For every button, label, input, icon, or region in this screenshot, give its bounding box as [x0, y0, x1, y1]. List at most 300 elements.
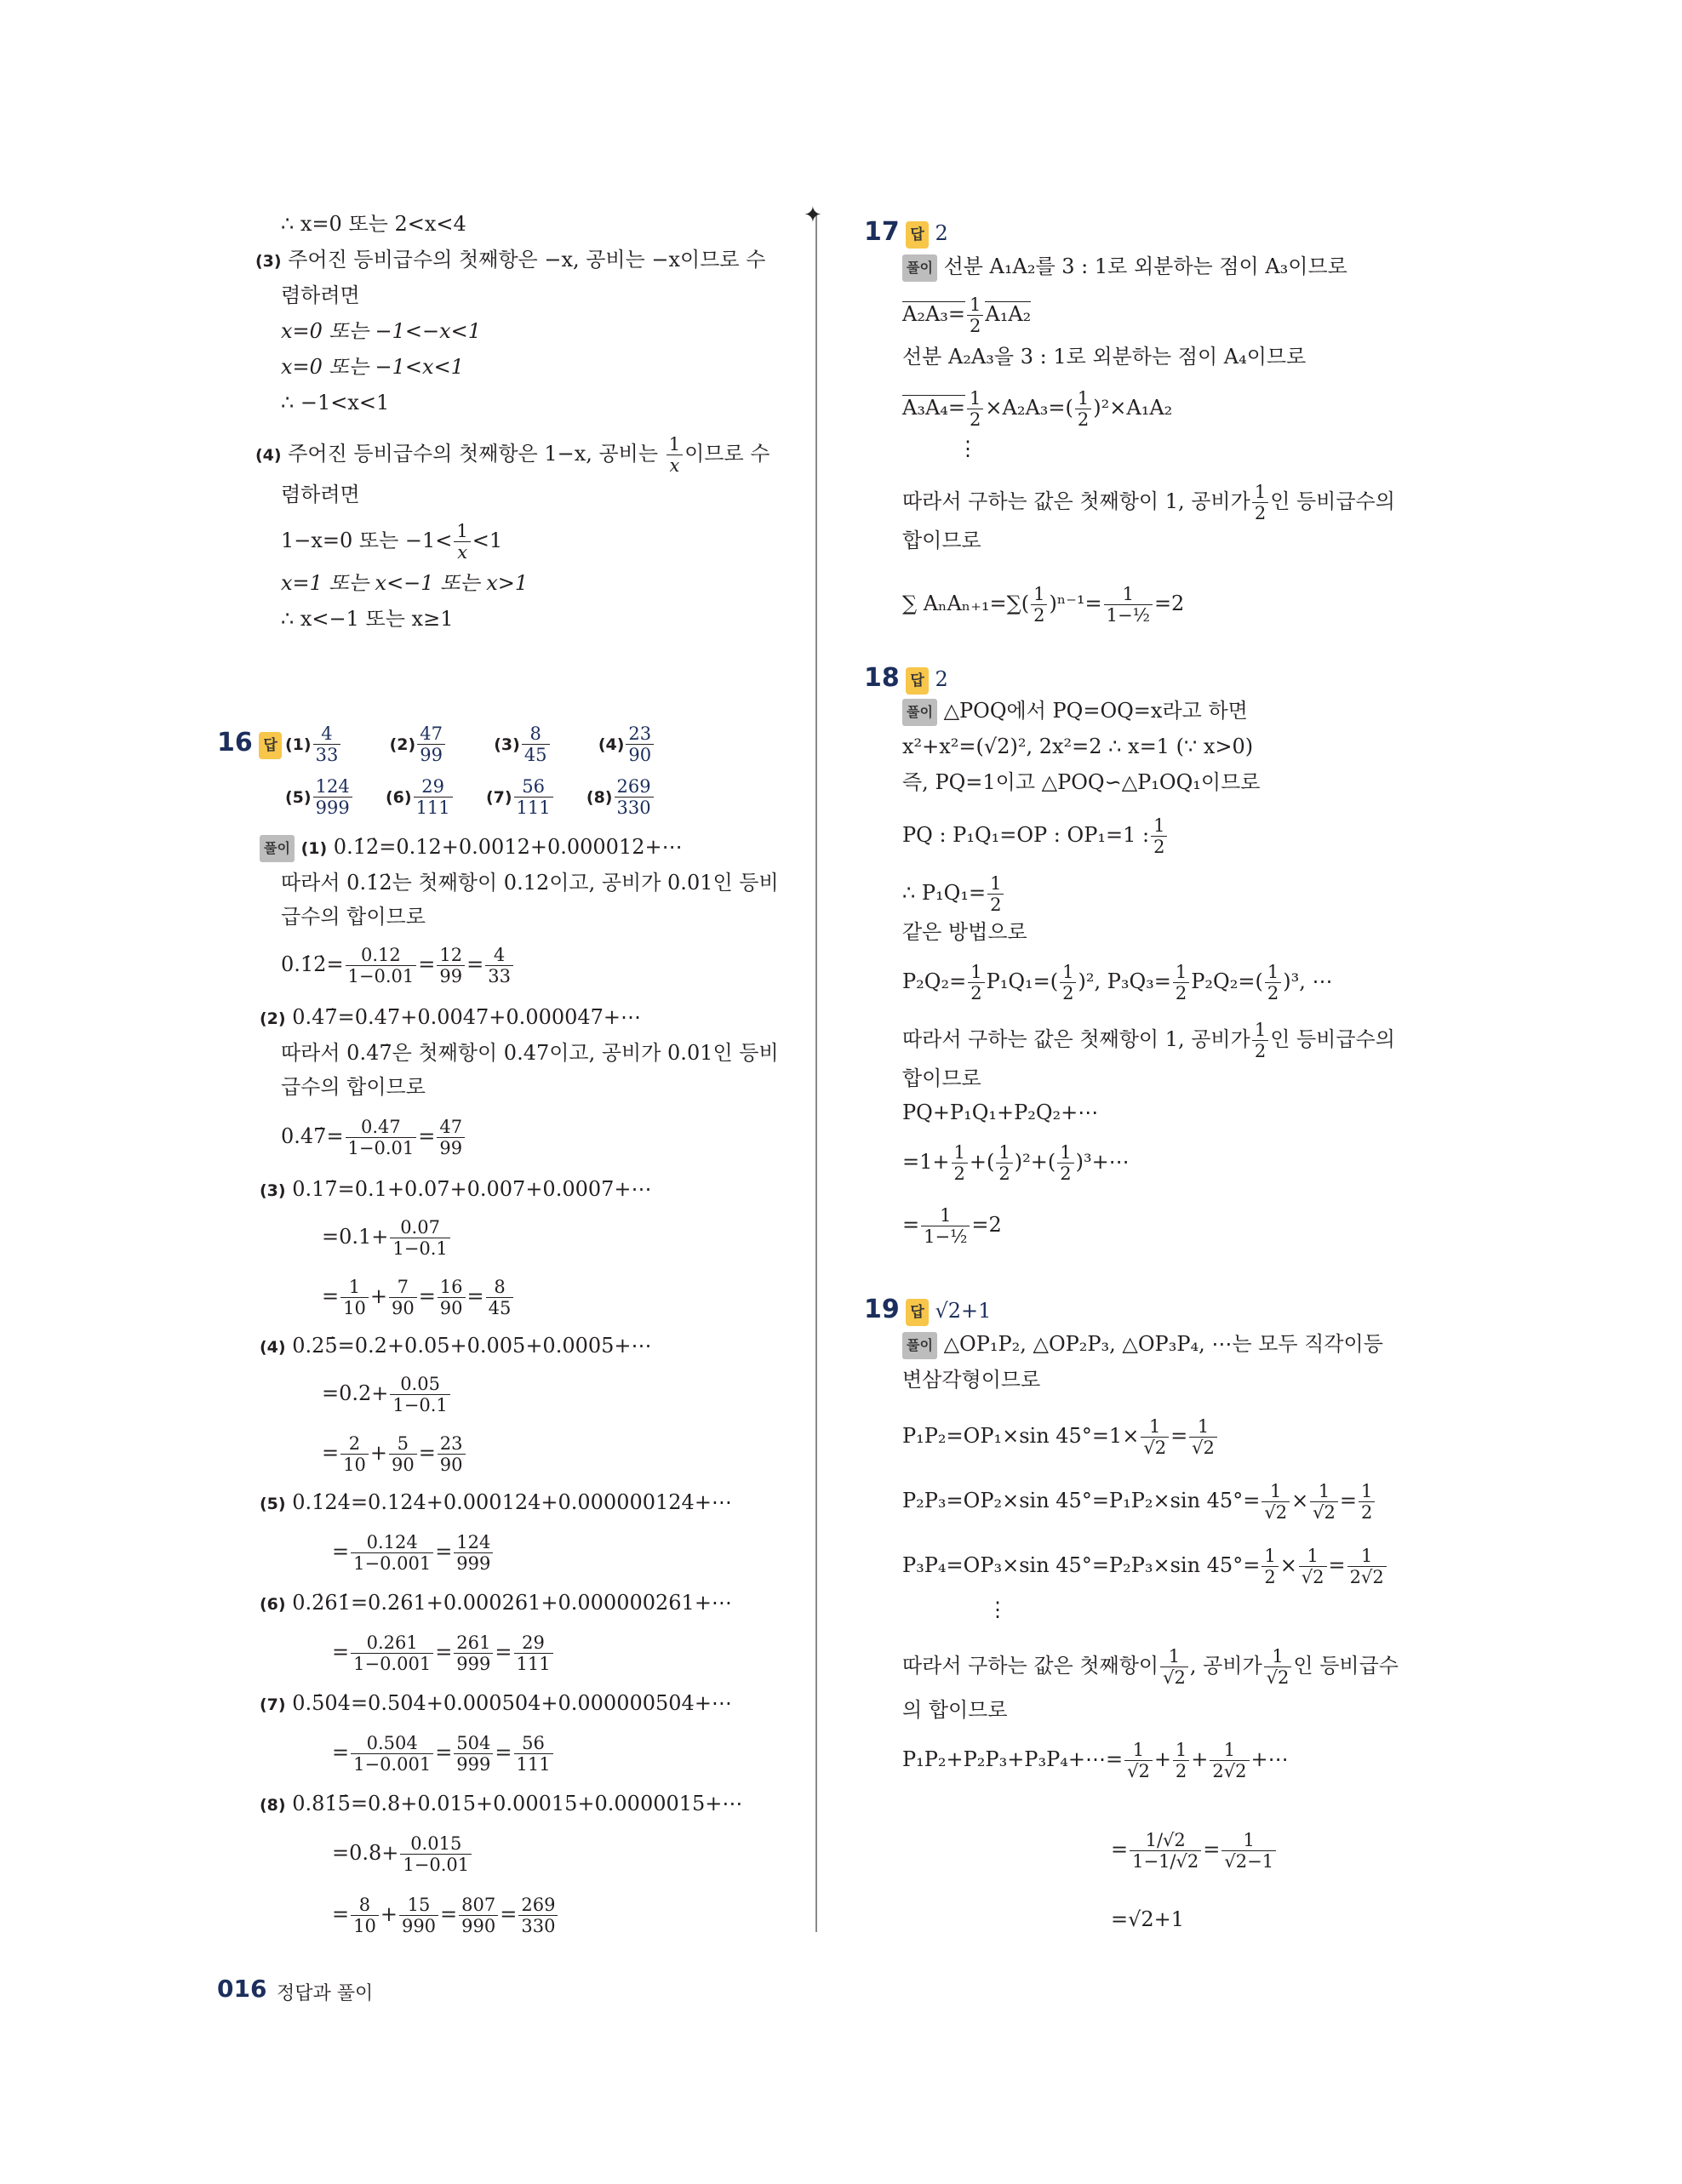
- fraction: [921, 1205, 970, 1247]
- math-line: [322, 1374, 452, 1415]
- den: 45: [488, 1298, 512, 1318]
- math-line: [281, 521, 502, 563]
- den: √2: [1266, 1667, 1290, 1688]
- answer-label: (1): [285, 735, 312, 754]
- answers-row-2: [285, 776, 655, 818]
- text: 0.1̇2̇=0.12+0.0012+0.000012+⋯: [333, 835, 683, 859]
- den: √2: [1192, 1438, 1215, 1458]
- den: 111: [516, 798, 551, 818]
- math-line: = $\frac{2}{10}$ + $\frac{5}{90}$ = $\frac{23}{90}$: [322, 1433, 467, 1475]
- num: 47: [437, 1117, 465, 1138]
- math-line: [902, 1142, 1130, 1184]
- num: 4: [313, 723, 341, 745]
- text: <1: [472, 529, 503, 552]
- den: 1−0.01: [347, 1138, 415, 1158]
- text: )²+(: [1014, 1150, 1056, 1174]
- text-line: 선분 A₂A₃을 3 : 1로 외분하는 점이 A₄이므로: [902, 345, 1307, 369]
- den: 990: [461, 1916, 496, 1936]
- fraction: [1124, 1740, 1153, 1781]
- part-label: (8): [260, 1796, 286, 1815]
- den: 1−0.001: [353, 1553, 432, 1574]
- den: 2: [953, 1163, 965, 1184]
- den: 2: [990, 895, 1002, 915]
- num: 29: [514, 1632, 553, 1654]
- den: 90: [391, 1298, 415, 1318]
- den: 2: [1175, 983, 1187, 1003]
- den: 330: [616, 798, 651, 818]
- fraction: [1265, 962, 1281, 1003]
- text: 1−x=0 또는 −1<: [281, 529, 453, 552]
- math-line: [902, 1416, 1219, 1458]
- fraction: [1299, 1546, 1327, 1587]
- den: 2: [1077, 409, 1090, 430]
- problem-3-line: [255, 247, 765, 274]
- num: 1: [1210, 1740, 1249, 1761]
- solution-2-line: [260, 1004, 641, 1032]
- text: △POQ에서 PQ=OQ=x라고 하면: [943, 699, 1248, 723]
- answer-value: 2: [935, 221, 948, 245]
- num: 5: [389, 1433, 417, 1455]
- math-line: = $\frac{1}{10}$ + $\frac{7}{90}$ = $\frac{16}{90}$ = $\frac{8}{45}$: [322, 1277, 515, 1318]
- den: 2: [1264, 1567, 1276, 1587]
- text-line: ∴ −1<x<1: [281, 391, 390, 415]
- den: 1−½: [924, 1226, 968, 1247]
- text: )²×A₁A₂: [1093, 396, 1173, 420]
- text: 0.17̇=0.1+0.07+0.007+0.0007+⋯: [292, 1177, 652, 1201]
- num: 4: [485, 945, 513, 966]
- num: 1: [996, 1142, 1012, 1163]
- den: 2: [1361, 1502, 1373, 1523]
- den: 10: [353, 1916, 376, 1936]
- num: 8: [486, 1277, 514, 1298]
- num: 504: [454, 1733, 493, 1754]
- den: 1−½: [1106, 605, 1150, 626]
- text-line: ∴ x=0 또는 2<x<4: [281, 212, 466, 236]
- text: )², P₃Q₃=: [1078, 969, 1171, 993]
- math-line: 0.1̇2̇= $\frac{0.12}{1-0.01}$ = $\frac{12}{99}$ = $\frac{4}{33}$: [281, 945, 515, 986]
- den: 10: [343, 1298, 366, 1318]
- answer-label: (2): [389, 735, 416, 754]
- text: =: [1170, 1424, 1188, 1448]
- answer-value: √2+1: [935, 1299, 992, 1323]
- fraction: [1210, 1740, 1249, 1781]
- vertical-dots: ⋮: [958, 437, 978, 460]
- num: 269: [615, 776, 654, 798]
- answer-fraction: [313, 723, 341, 765]
- num: 29: [414, 776, 453, 798]
- text: P₃P₄=OP₃×sin 45°=P₂P₃×sin 45°=: [902, 1553, 1261, 1577]
- text-line: [902, 698, 1248, 726]
- num: 1: [1262, 1481, 1290, 1502]
- den: √2: [1301, 1567, 1324, 1587]
- fraction: [518, 1895, 558, 1936]
- text: 인 등비급수: [1293, 1654, 1399, 1678]
- answer-label: (8): [586, 788, 613, 807]
- answer-label: (3): [494, 735, 520, 754]
- den: 2: [970, 409, 981, 430]
- answer-label: (7): [485, 788, 512, 807]
- text-line: [902, 254, 1347, 282]
- text: ∴ P₁Q₁=: [902, 881, 987, 905]
- text: )ⁿ⁻¹=: [1049, 592, 1102, 615]
- den: 45: [523, 745, 547, 765]
- text-line: [902, 482, 1395, 523]
- math-line: = $\frac{0.504}{1-0.001}$ = $\frac{504}{999}$ = $\frac{56}{111}$: [332, 1733, 555, 1775]
- num: 1: [1189, 1416, 1217, 1438]
- math-line: [902, 1481, 1376, 1523]
- fraction: [351, 1895, 379, 1936]
- question-number: 17: [864, 217, 900, 247]
- math-line: [902, 584, 1184, 626]
- part-label: (7): [260, 1695, 286, 1714]
- text: 선분 A₁A₂를 3 : 1로 외분하는 점이 A₃이므로: [943, 254, 1347, 278]
- text: 따라서 구하는 값은 첫째항이 1, 공비가: [902, 1027, 1250, 1051]
- den: 2√2: [1212, 1761, 1247, 1781]
- num: 269: [518, 1895, 558, 1916]
- den: 33: [488, 966, 511, 986]
- num: 23: [438, 1433, 466, 1455]
- num: 1: [1252, 482, 1268, 503]
- answer-label: (4): [598, 735, 625, 754]
- solution-5-line: [260, 1489, 732, 1517]
- answer-tag: 답: [906, 1299, 928, 1326]
- answer-fraction: [522, 723, 550, 765]
- solution-3-line: [260, 1176, 652, 1203]
- num: 1: [667, 434, 683, 455]
- num: 0.504: [351, 1733, 433, 1754]
- text: =1+: [902, 1150, 950, 1174]
- den: 90: [439, 1455, 463, 1475]
- text: =: [902, 1213, 920, 1237]
- fraction: [968, 962, 984, 1003]
- text-line: ∴ x<−1 또는 x≥1: [281, 607, 454, 631]
- fraction: [667, 434, 683, 476]
- den: 2: [1254, 503, 1267, 523]
- part-label: (1): [300, 839, 328, 858]
- fraction: [1060, 962, 1076, 1003]
- text: 0.2̇61̇=0.261+0.000261+0.000000261+⋯: [292, 1591, 732, 1615]
- fraction: [351, 1733, 433, 1775]
- den: x: [457, 542, 468, 563]
- solution-tag: 풀이: [902, 1332, 937, 1359]
- den: 33: [315, 745, 339, 765]
- fraction: [390, 1217, 449, 1259]
- den: 90: [391, 1455, 415, 1475]
- math-line: [902, 388, 1172, 430]
- text: 인 등비급수의: [1270, 1027, 1395, 1051]
- text: +⋯: [1250, 1747, 1289, 1771]
- text: )³, ⋯: [1283, 969, 1333, 993]
- math-line: [902, 962, 1332, 1003]
- num: 1: [967, 294, 983, 316]
- math-line: = $\frac{0.124}{1-0.001}$ = $\frac{124}{999}$: [332, 1532, 495, 1574]
- num: 261: [454, 1632, 493, 1654]
- num: 1: [1104, 584, 1153, 605]
- text: A₃A₄=: [902, 396, 966, 420]
- num: 1: [1141, 1416, 1169, 1438]
- fraction: [1189, 1416, 1217, 1458]
- text: =0.2+: [322, 1381, 389, 1405]
- den: 1−0.1: [392, 1238, 448, 1259]
- fraction: [1252, 1020, 1268, 1061]
- text: 인 등비급수의: [1270, 489, 1395, 513]
- fraction: [437, 1117, 465, 1158]
- text: =2: [1153, 592, 1185, 615]
- text: 0.1̇2̇=: [281, 952, 344, 976]
- fraction: [1104, 584, 1153, 626]
- num: 1: [967, 388, 983, 409]
- question-19-header: [864, 1297, 991, 1326]
- fraction: [486, 1277, 514, 1318]
- fraction: [459, 1895, 498, 1936]
- fraction: [454, 521, 470, 563]
- part-label: (6): [260, 1595, 286, 1614]
- text: 0.81̇5̇=0.8+0.015+0.00015+0.0000015+⋯: [292, 1792, 743, 1815]
- math-line: = $\frac{0.261}{1-0.001}$ = $\frac{261}{999}$ = $\frac{29}{111}$: [332, 1632, 555, 1674]
- question-number: 16: [217, 728, 253, 758]
- column-divider: [815, 213, 817, 1932]
- num: 1: [1262, 1546, 1278, 1567]
- math-line: = $\frac{8}{10}$ + $\frac{15}{990}$ = $\frac{807}{990}$ = $\frac{269}{330}$: [332, 1895, 559, 1936]
- fraction: [346, 1117, 417, 1158]
- text-line: 즉, PQ=1이고 △POQ∽△P₁OQ₁이므로: [902, 770, 1261, 794]
- den: 2: [1267, 983, 1279, 1003]
- text: 0.1̇24̇=0.124+0.000124+0.000000124+⋯: [292, 1490, 732, 1514]
- num: 1: [968, 962, 984, 983]
- num: 1: [1160, 1646, 1188, 1667]
- answer-tag: 답: [259, 732, 281, 759]
- den: 111: [516, 1754, 551, 1775]
- text: 주어진 등비급수의 첫째항은 −x, 공비는 −x이므로 수: [288, 248, 766, 272]
- num: 23: [626, 723, 654, 745]
- den: 99: [420, 745, 443, 765]
- text: , 공비가: [1189, 1654, 1262, 1678]
- fraction: [351, 1632, 433, 1674]
- num: 0.05: [390, 1374, 449, 1395]
- den: 1−0.001: [353, 1654, 432, 1674]
- num: 1: [1265, 962, 1281, 983]
- page-number: 016: [217, 1975, 267, 2003]
- fraction: [1151, 815, 1167, 857]
- den: 2: [970, 983, 982, 1003]
- den: 330: [521, 1916, 556, 1936]
- den: 2: [1175, 1761, 1187, 1781]
- solution-7-line: [260, 1690, 732, 1718]
- num: 8: [351, 1895, 379, 1916]
- fraction: [1031, 584, 1047, 626]
- text: P₂Q₂=(: [1191, 969, 1263, 993]
- den: √2: [1143, 1438, 1167, 1458]
- math-line: PQ+P₁Q₁+P₂Q₂+⋯: [902, 1101, 1099, 1124]
- fraction: [438, 1277, 466, 1318]
- den: 999: [456, 1754, 491, 1775]
- num: 124: [313, 776, 352, 798]
- num: 47: [417, 723, 445, 745]
- question-17-header: [864, 217, 948, 249]
- text-line: 렴하려면: [281, 283, 360, 307]
- text-line: [902, 1020, 1395, 1061]
- text: P₁P₂+P₂P₃+P₃P₄+⋯=: [902, 1747, 1124, 1771]
- text-line: [902, 1331, 1383, 1359]
- fraction: [1262, 1546, 1278, 1587]
- num: 1: [1124, 1740, 1153, 1761]
- math-line: [902, 1740, 1289, 1781]
- den: 10: [343, 1455, 366, 1475]
- fraction: [454, 1632, 493, 1674]
- math-line: [322, 1217, 452, 1259]
- math-line: [1111, 1830, 1278, 1872]
- solution-4-line: [260, 1333, 652, 1360]
- text: 0.4̇7̇=: [281, 1124, 344, 1148]
- den: 1−0.01: [347, 966, 415, 986]
- num: 1: [1031, 584, 1047, 605]
- text-line: 같은 방법으로: [902, 920, 1027, 944]
- den: 2: [1062, 983, 1074, 1003]
- num: 0.124: [351, 1532, 433, 1553]
- den: √2: [1163, 1667, 1186, 1688]
- text-line: x=0 또는 −1<−x<1: [281, 319, 482, 343]
- den: 1−0.1: [392, 1395, 448, 1415]
- answer-fraction: [414, 776, 453, 818]
- den: √2−1: [1224, 1851, 1274, 1872]
- part-label: (4): [255, 446, 282, 465]
- divider-ornament-icon: ✦: [804, 203, 822, 228]
- num: 1: [1252, 1020, 1268, 1041]
- text-line: 렴하려면: [281, 483, 360, 506]
- num: 1: [1221, 1830, 1276, 1851]
- math-line: [902, 1205, 1002, 1247]
- fraction: [351, 1532, 433, 1574]
- math-line: [332, 1833, 473, 1875]
- fraction: [437, 945, 465, 986]
- fraction: [1057, 1142, 1073, 1184]
- fraction: [1173, 1740, 1189, 1781]
- answer-value: 2: [935, 667, 948, 691]
- den: 90: [439, 1298, 463, 1318]
- text: ×: [1291, 1489, 1309, 1512]
- text: +: [1191, 1747, 1209, 1771]
- num: 8: [522, 723, 550, 745]
- fraction: [1130, 1830, 1201, 1872]
- text: 0.25̇=0.2+0.05+0.005+0.0005+⋯: [292, 1334, 652, 1358]
- fraction: [1160, 1646, 1188, 1688]
- fraction: [1347, 1546, 1387, 1587]
- fraction: [485, 945, 513, 986]
- num: 1: [1264, 1646, 1292, 1667]
- den: 111: [516, 1654, 551, 1674]
- den: 99: [439, 966, 463, 986]
- text-line: x=1 또는 x<−1 또는 x>1: [281, 571, 529, 595]
- den: 90: [628, 745, 652, 765]
- text-line: 합이므로: [902, 1066, 981, 1090]
- text: ×A₂A₃=(: [985, 396, 1073, 420]
- num: 1: [1057, 1142, 1073, 1163]
- den: √2: [1313, 1502, 1336, 1523]
- text: 0.5̇04̇=0.504+0.000504+0.000000504+⋯: [292, 1691, 732, 1715]
- math-line: [902, 873, 1005, 915]
- fraction: [454, 1532, 493, 1574]
- text: =: [1328, 1553, 1346, 1577]
- text-line: 급수의 합이므로: [281, 1075, 426, 1099]
- num: 0.07: [390, 1217, 449, 1238]
- num: 1: [1151, 815, 1167, 837]
- text: 따라서 구하는 값은 첫째항이 1, 공비가: [902, 489, 1250, 513]
- num: 1: [987, 873, 1004, 895]
- num: 56: [514, 776, 553, 798]
- text: P₁P₂=OP₁×sin 45°=1×: [902, 1424, 1140, 1448]
- text: +: [1153, 1747, 1171, 1771]
- den: 2: [970, 316, 981, 336]
- fraction: [514, 1632, 553, 1674]
- text-line: x=0 또는 −1<x<1: [281, 355, 464, 379]
- part-label: (2): [260, 1009, 286, 1028]
- text: =: [1111, 1838, 1129, 1861]
- den: 2: [1033, 605, 1045, 626]
- text: 따라서 구하는 값은 첫째항이: [902, 1654, 1159, 1678]
- fraction: [400, 1833, 472, 1875]
- den: 1−0.001: [353, 1754, 432, 1775]
- den: 2: [1060, 1163, 1072, 1184]
- text: =: [1339, 1489, 1358, 1512]
- num: 0.015: [400, 1833, 472, 1855]
- fraction: [987, 873, 1004, 915]
- den: 1−0.01: [403, 1855, 470, 1875]
- num: 807: [459, 1895, 498, 1916]
- part-label: (3): [255, 252, 282, 271]
- den: 2: [1153, 837, 1165, 857]
- problem-4-line: [255, 434, 769, 476]
- num: 1: [1310, 1481, 1338, 1502]
- answer-tag: 답: [906, 221, 928, 249]
- fraction: [438, 1433, 466, 1475]
- num: 2: [340, 1433, 369, 1455]
- answer-fraction: [313, 776, 352, 818]
- solution-8-line: [260, 1791, 742, 1818]
- text: A₂A₃=: [902, 302, 966, 326]
- text-line: 따라서 0.1̇2̇는 첫째항이 0.12이고, 공비가 0.01인 등비: [281, 871, 779, 895]
- num: 0.261: [351, 1632, 433, 1654]
- text: P₂Q₂=: [902, 969, 967, 993]
- text: ×: [1279, 1553, 1297, 1577]
- math-line: =√2+1: [1111, 1907, 1185, 1931]
- den: 999: [315, 798, 350, 818]
- den: 2: [998, 1163, 1010, 1184]
- den: 990: [401, 1916, 437, 1936]
- solution-tag: 풀이: [260, 835, 295, 862]
- num: 1: [1060, 962, 1076, 983]
- text: ∑ AₙAₙ₊₁=∑(: [902, 592, 1030, 615]
- num: 1: [1075, 388, 1091, 409]
- num: 16: [438, 1277, 466, 1298]
- text-line: [902, 1646, 1399, 1688]
- text: 이므로 수: [684, 442, 770, 466]
- text-line: 합이므로: [902, 529, 981, 552]
- fraction: [340, 1277, 369, 1318]
- fraction: [1221, 1830, 1276, 1872]
- fraction: [399, 1895, 438, 1936]
- fraction: [1075, 388, 1091, 430]
- answer-fraction: [417, 723, 445, 765]
- text: =0.1+: [322, 1225, 389, 1249]
- solution-6-line: [260, 1590, 732, 1617]
- text: =: [1203, 1838, 1221, 1861]
- fraction: [952, 1142, 968, 1184]
- page-footer-title: 정답과 풀이: [277, 1983, 374, 2004]
- text: =0.8+: [332, 1841, 399, 1865]
- den: 2: [1254, 1041, 1267, 1061]
- fraction: [996, 1142, 1012, 1184]
- math-line: [902, 815, 1169, 857]
